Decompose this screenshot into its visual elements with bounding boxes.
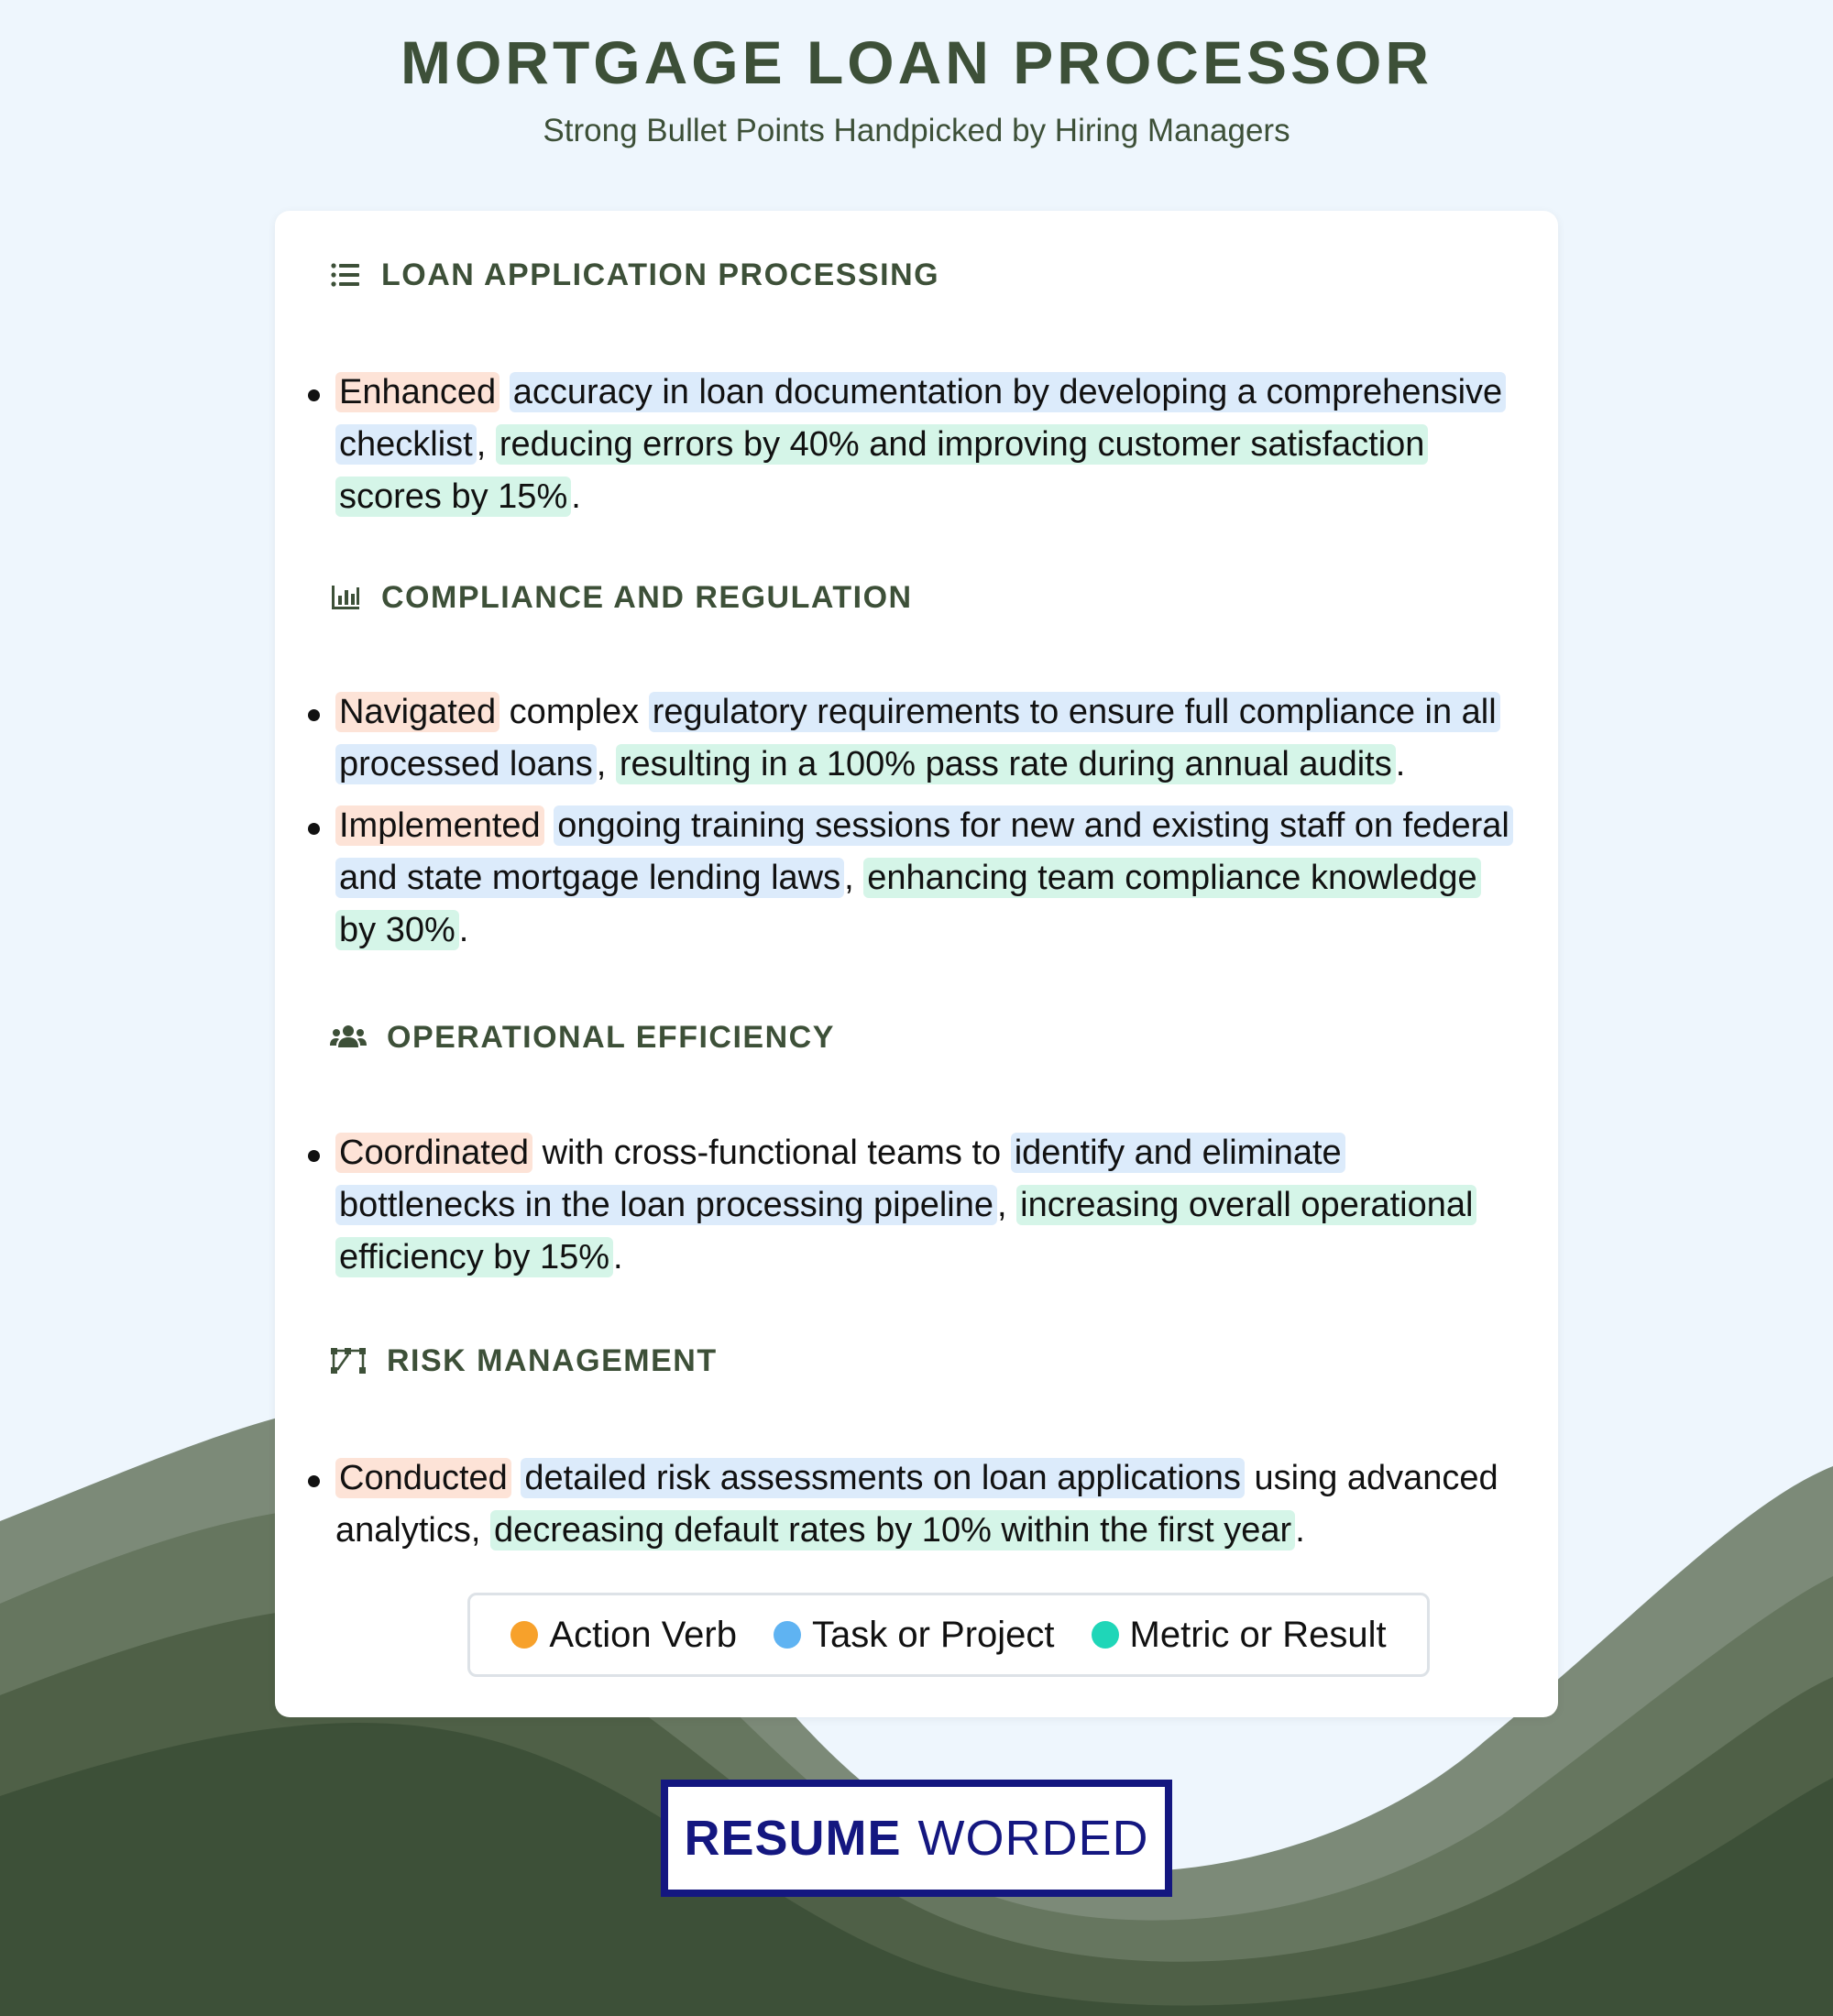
task-text: identify and eliminate bottlenecks in the loan processing pipeline xyxy=(335,1133,1345,1225)
section-header xyxy=(330,1338,718,1384)
plain-text: , xyxy=(476,425,496,464)
section-title: COMPLIANCE AND REGULATION xyxy=(381,579,913,615)
plain-text: , xyxy=(997,1186,1017,1224)
section-header xyxy=(330,1014,835,1060)
users-icon xyxy=(330,1022,367,1053)
plain-text: . xyxy=(458,911,469,949)
plain-text: complex xyxy=(499,693,649,731)
plain-text: . xyxy=(613,1238,623,1276)
plain-text: , xyxy=(596,745,616,783)
task-text: regulatory requirements to ensure full compliance in all processed loans xyxy=(335,692,1500,784)
legend-item-metric-or-result xyxy=(1092,1615,1387,1656)
bar-chart-icon xyxy=(330,582,361,613)
plain-text: . xyxy=(1295,1511,1305,1550)
metric-text: enhancing team compliance knowledge by 30% xyxy=(335,858,1481,950)
section-title: LOAN APPLICATION PROCESSING xyxy=(381,257,940,292)
action-verb: Conducted xyxy=(335,1458,511,1498)
metric-text: resulting in a 100% pass rate during annual audits xyxy=(616,744,1396,784)
plain-text: . xyxy=(1395,745,1406,783)
legend-dot xyxy=(510,1621,538,1649)
list-icon xyxy=(330,259,361,290)
logo-light-text: WORDED xyxy=(917,1811,1149,1866)
plain-text: with cross-functional teams to xyxy=(532,1134,1011,1172)
metric-text: decreasing default rates by 10% within the first year xyxy=(490,1510,1295,1550)
resume-worded-logo[interactable] xyxy=(661,1780,1172,1897)
section-header xyxy=(330,252,939,298)
task-text: ongoing training sessions for new and existing staff on federal and state mortgage lending laws xyxy=(335,805,1513,898)
plain-text xyxy=(511,1459,521,1497)
bullet-list xyxy=(335,1452,1518,1566)
section-title: RISK MANAGEMENT xyxy=(387,1342,718,1378)
task-text: detailed risk assessments on loan applications xyxy=(521,1458,1245,1498)
page-title: MORTGAGE LOAN PROCESSOR xyxy=(400,28,1433,96)
action-verb: Enhanced xyxy=(335,372,499,412)
highlight-legend xyxy=(467,1593,1430,1677)
bullet-points-card xyxy=(275,211,1558,1717)
legend-label: Metric or Result xyxy=(1129,1614,1387,1655)
legend-dot xyxy=(774,1621,801,1649)
bullet-item xyxy=(335,1452,1518,1557)
action-verb: Coordinated xyxy=(335,1133,532,1173)
metric-text: increasing overall operational efficiency by 15% xyxy=(335,1185,1476,1277)
action-verb: Implemented xyxy=(335,805,544,846)
legend-item-task-or-project xyxy=(774,1615,1055,1656)
bullet-item xyxy=(335,686,1518,791)
legend-dot xyxy=(1092,1621,1119,1649)
section-header xyxy=(330,575,913,620)
bullet-item xyxy=(335,1127,1518,1284)
network-icon xyxy=(330,1345,367,1376)
plain-text: using advanced analytics, xyxy=(335,1459,1498,1550)
metric-text: reducing errors by 40% and improving customer satisfaction scores by 15% xyxy=(335,424,1428,517)
bullet-list xyxy=(335,367,1518,532)
action-verb: Navigated xyxy=(335,692,499,732)
logo-bold-text: RESUME xyxy=(684,1811,902,1866)
task-text: accuracy in loan documentation by developing a comprehensive checklist xyxy=(335,372,1506,465)
bullet-list xyxy=(335,1127,1518,1293)
legend-item-action-verb xyxy=(510,1615,737,1656)
plain-text xyxy=(544,806,554,845)
plain-text xyxy=(499,373,510,411)
section-title: OPERATIONAL EFFICIENCY xyxy=(387,1019,835,1055)
plain-text: , xyxy=(844,859,864,897)
legend-label: Action Verb xyxy=(549,1614,737,1655)
bullet-item xyxy=(335,800,1518,957)
page-subtitle: Strong Bullet Points Handpicked by Hiring Managers xyxy=(543,113,1290,148)
bullet-item xyxy=(335,367,1518,523)
bullet-list xyxy=(335,686,1518,966)
plain-text: . xyxy=(571,477,581,516)
legend-label: Task or Project xyxy=(811,1614,1055,1655)
